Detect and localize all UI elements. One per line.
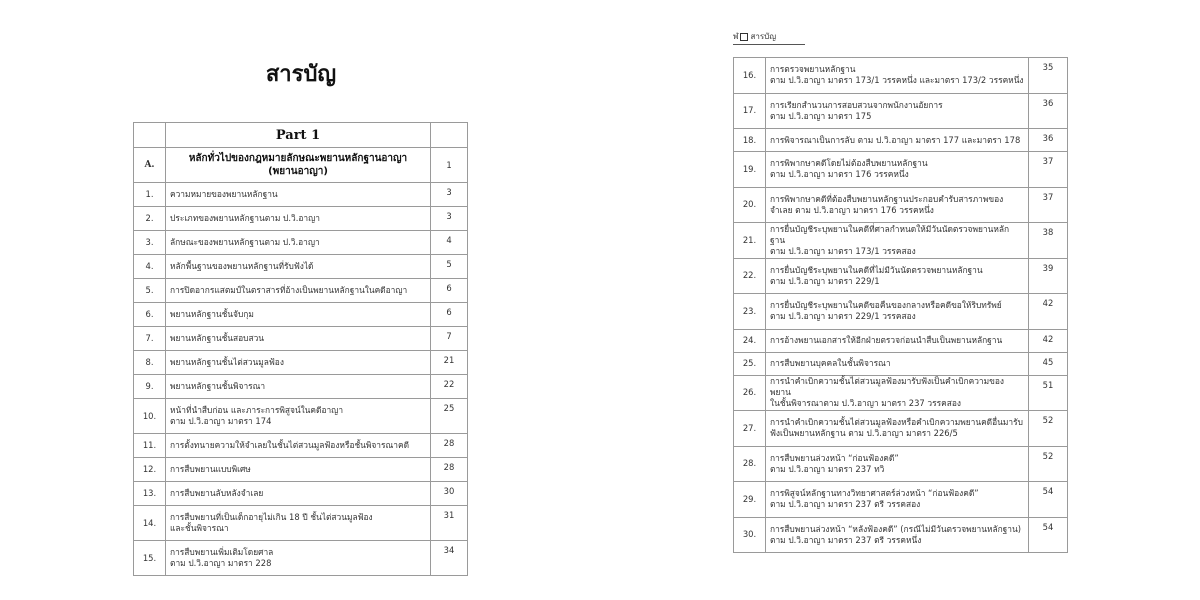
toc-row bbox=[134, 279, 468, 303]
toc-row-page: 36 bbox=[1029, 129, 1068, 152]
toc-row-title-main: การพิพากษาคดีที่ต้องสืบพยานหลักฐานประกอบคำรับสารภาพของ bbox=[770, 193, 1004, 204]
toc-row bbox=[734, 294, 1068, 330]
toc-row-number: 28. bbox=[734, 446, 766, 482]
toc-row-page: 21 bbox=[431, 351, 468, 375]
toc-row-title-main: การพิพากษาคดีโดยไม่ต้องสืบพยานหลักฐาน bbox=[770, 158, 928, 169]
toc-row-page: 51 bbox=[1029, 375, 1068, 411]
toc-row-title-main: การพิสูจน์หลักฐานทางวิทยาศาสตร์ล่วงหน้า “ก่อนฟ้องคดี” bbox=[770, 488, 979, 499]
toc-row-title bbox=[766, 58, 1029, 94]
toc-row bbox=[134, 231, 468, 255]
toc-row-page: 54 bbox=[1029, 517, 1068, 553]
toc-row-page: 31 bbox=[431, 506, 468, 541]
section-title bbox=[166, 148, 431, 183]
toc-row-title-main: การสืบพยานบุคคลในชั้นพิจารณา bbox=[770, 358, 891, 368]
toc-row-title-sub: ในชั้นพิจารณาตาม ป.วิ.อาญา มาตรา 237 วรรคสอง bbox=[770, 398, 961, 409]
toc-row-title-main: การนำคำเบิกความชั้นไต่สวนมูลฟ้องมารับฟังเป็นคำเบิกความของพยาน bbox=[770, 376, 1004, 398]
toc-row-page: 3 bbox=[431, 183, 468, 207]
toc-row-title bbox=[166, 231, 431, 255]
part-label: Part 1 bbox=[166, 123, 431, 148]
toc-row-number: 9. bbox=[134, 375, 166, 399]
toc-row bbox=[734, 375, 1068, 411]
toc-row-title-sub: ตาม ป.วิ.อาญา มาตรา 175 bbox=[770, 110, 872, 121]
toc-row-number: 20. bbox=[734, 187, 766, 223]
section-title-line2: (พยานอาญา) bbox=[268, 166, 328, 177]
toc-row-page: 34 bbox=[431, 541, 468, 576]
toc-row bbox=[734, 258, 1068, 294]
toc-row bbox=[734, 223, 1068, 259]
toc-row-number: 18. bbox=[734, 129, 766, 152]
toc-row-number: 22. bbox=[734, 258, 766, 294]
toc-row-page: 35 bbox=[1029, 58, 1068, 94]
toc-row-title-main: การสืบพยานที่เป็นเด็กอายุไม่เกิน 18 ปี ชั้นไต่สวนมูลฟ้อง bbox=[170, 512, 373, 522]
toc-row-page: 28 bbox=[431, 434, 468, 458]
toc-row-number: 3. bbox=[134, 231, 166, 255]
toc-row bbox=[734, 411, 1068, 447]
toc-row bbox=[734, 482, 1068, 518]
toc-row-page: 5 bbox=[431, 255, 468, 279]
toc-row-title bbox=[766, 446, 1029, 482]
toc-row bbox=[134, 434, 468, 458]
toc-row-page: 25 bbox=[431, 399, 468, 434]
toc-row-title-main: การสืบพยานเพิ่มเติมโดยศาล bbox=[170, 547, 274, 557]
toc-row-page: 45 bbox=[1029, 352, 1068, 375]
toc-row-number: 6. bbox=[134, 303, 166, 327]
toc-row-page: 42 bbox=[1029, 329, 1068, 352]
toc-row-title-sub: ตาม ป.วิ.อาญา มาตรา 176 วรรคหนึ่ง bbox=[770, 169, 909, 180]
toc-row-title bbox=[166, 434, 431, 458]
toc-row-title bbox=[166, 375, 431, 399]
toc-row-page: 4 bbox=[431, 231, 468, 255]
toc-row-title bbox=[766, 187, 1029, 223]
toc-row-title-sub: ตาม ป.วิ.อาญา มาตรา 229/1 bbox=[770, 275, 880, 286]
toc-row-number: 12. bbox=[134, 458, 166, 482]
toc-row-number: 23. bbox=[734, 294, 766, 330]
toc-row-title-main: พยานหลักฐานชั้นจับกุม bbox=[170, 309, 254, 319]
toc-row-title bbox=[766, 294, 1029, 330]
toc-row-number: 24. bbox=[734, 329, 766, 352]
toc-row-title bbox=[166, 458, 431, 482]
toc-row-title-main: พยานหลักฐานชั้นสอบสวน bbox=[170, 333, 265, 343]
toc-row bbox=[134, 303, 468, 327]
toc-row-title bbox=[166, 482, 431, 506]
toc-table-left bbox=[133, 122, 468, 576]
toc-row-title-sub: ตาม ป.วิ.อาญา มาตรา 229/1 วรรคสอง bbox=[770, 311, 916, 322]
toc-row-title bbox=[766, 152, 1029, 188]
toc-row-number: 15. bbox=[134, 541, 166, 576]
part-header-row bbox=[134, 123, 468, 148]
toc-row-page: 3 bbox=[431, 207, 468, 231]
toc-row-title-main: การยื่นบัญชีระบุพยานในคดีที่ศาลกำหนดให้มีวันนัดตรวจพยานหลักฐาน bbox=[770, 223, 1010, 245]
section-letter: A. bbox=[134, 148, 166, 183]
toc-row bbox=[734, 58, 1068, 94]
toc-row-title bbox=[166, 207, 431, 231]
toc-row-page: 37 bbox=[1029, 152, 1068, 188]
toc-row-number: 29. bbox=[734, 482, 766, 518]
toc-row-title-main: ลักษณะของพยานหลักฐานตาม ป.วิ.อาญา bbox=[170, 237, 320, 247]
section-row bbox=[134, 148, 468, 183]
toc-row-number: 30. bbox=[734, 517, 766, 553]
toc-row-number: 27. bbox=[734, 411, 766, 447]
toc-row-number: 7. bbox=[134, 327, 166, 351]
toc-row-title-sub: ตาม ป.วิ.อาญา มาตรา 174 bbox=[170, 416, 272, 426]
toc-row bbox=[734, 93, 1068, 129]
toc-row-page: 28 bbox=[431, 458, 468, 482]
toc-table-right bbox=[733, 57, 1068, 553]
toc-row-title-main: การอ้างพยานเอกสารให้อีกฝ่ายตรวจก่อนนำสืบเป็นพยานหลักฐาน bbox=[770, 335, 1003, 345]
toc-row-page: 22 bbox=[431, 375, 468, 399]
section-title-line1: หลักทั่วไปของกฎหมายลักษณะพยานหลักฐานอาญา bbox=[188, 153, 408, 164]
toc-row-title bbox=[166, 399, 431, 434]
toc-row bbox=[134, 375, 468, 399]
toc-row-page: 52 bbox=[1029, 411, 1068, 447]
toc-row bbox=[134, 506, 468, 541]
toc-row-title bbox=[766, 93, 1029, 129]
toc-row-page: 54 bbox=[1029, 482, 1068, 518]
toc-row-title bbox=[766, 375, 1029, 411]
toc-row-title-sub: ตาม ป.วิ.อาญา มาตรา 228 bbox=[170, 558, 272, 568]
toc-row-title bbox=[766, 411, 1029, 447]
toc-row-title-sub: ตาม ป.วิ.อาญา มาตรา 237 ทวิ bbox=[770, 463, 885, 474]
toc-row-number: 11. bbox=[134, 434, 166, 458]
section-page: 1 bbox=[431, 148, 468, 183]
toc-row-title-main: การปิดอากรแสตมป์ในตราสารที่อ้างเป็นพยานหลักฐานในคดีอาญา bbox=[170, 285, 408, 295]
running-header bbox=[733, 30, 805, 45]
toc-row-title bbox=[166, 183, 431, 207]
toc-row-number: 10. bbox=[134, 399, 166, 434]
toc-row-title bbox=[166, 327, 431, 351]
header-prefix: ฬ bbox=[733, 32, 739, 41]
toc-title: สารบัญ bbox=[265, 62, 337, 87]
toc-row-title-main: การสืบพยานแบบพิเศษ bbox=[170, 464, 251, 474]
toc-row-title-sub: ตาม ป.วิ.อาญา มาตรา 237 ตรี วรรคสอง bbox=[770, 499, 921, 510]
toc-row-title-main: พยานหลักฐานชั้นพิจารณา bbox=[170, 381, 266, 391]
toc-row-title-main: การยื่นบัญชีระบุพยานในคดีขอคืนของกลางหรือคดีขอให้ริบทรัพย์ bbox=[770, 300, 1002, 311]
toc-row bbox=[134, 351, 468, 375]
toc-row bbox=[134, 207, 468, 231]
toc-row-number: 25. bbox=[734, 352, 766, 375]
toc-row-page: 38 bbox=[1029, 223, 1068, 259]
toc-row-title bbox=[766, 258, 1029, 294]
toc-row-page: 52 bbox=[1029, 446, 1068, 482]
toc-row-page: 39 bbox=[1029, 258, 1068, 294]
toc-row-title bbox=[766, 482, 1029, 518]
toc-row-page: 6 bbox=[431, 303, 468, 327]
toc-row-title bbox=[166, 303, 431, 327]
toc-row bbox=[734, 152, 1068, 188]
toc-row-page: 30 bbox=[431, 482, 468, 506]
toc-row-number: 19. bbox=[734, 152, 766, 188]
toc-row-page: 6 bbox=[431, 279, 468, 303]
toc-row-page: 42 bbox=[1029, 294, 1068, 330]
toc-row-title bbox=[166, 351, 431, 375]
toc-row-title bbox=[766, 223, 1029, 259]
toc-row bbox=[734, 517, 1068, 553]
toc-row-page: 36 bbox=[1029, 93, 1068, 129]
toc-row-title bbox=[766, 517, 1029, 553]
toc-row-number: 13. bbox=[134, 482, 166, 506]
toc-row-title-sub: จำเลย ตาม ป.วิ.อาญา มาตรา 176 วรรคหนึ่ง bbox=[770, 204, 934, 215]
toc-row-number: 8. bbox=[134, 351, 166, 375]
toc-row-title-main: ความหมายของพยานหลักฐาน bbox=[170, 189, 278, 199]
toc-row-title bbox=[766, 329, 1029, 352]
square-bullet-icon bbox=[740, 33, 748, 41]
toc-row-title-sub: และชั้นพิจารณา bbox=[170, 523, 229, 533]
toc-row-number: 1. bbox=[134, 183, 166, 207]
toc-row-title-main: พยานหลักฐานชั้นไต่สวนมูลฟ้อง bbox=[170, 357, 284, 367]
toc-row-page: 37 bbox=[1029, 187, 1068, 223]
toc-row bbox=[734, 129, 1068, 152]
header-label: สารบัญ bbox=[750, 32, 777, 41]
toc-row bbox=[134, 482, 468, 506]
toc-row-page: 7 bbox=[431, 327, 468, 351]
toc-row-title bbox=[766, 129, 1029, 152]
toc-row-title-main: การตรวจพยานหลักฐาน bbox=[770, 64, 856, 75]
toc-row-number: 5. bbox=[134, 279, 166, 303]
toc-row bbox=[734, 352, 1068, 375]
toc-row-title-main: หน้าที่นำสืบก่อน และภาระการพิสูจน์ในคดีอาญา bbox=[170, 405, 344, 415]
toc-row-title-main: การสืบพยานล่วงหน้า “ก่อนฟ้องคดี” bbox=[770, 452, 899, 463]
toc-row-number: 4. bbox=[134, 255, 166, 279]
toc-row-title bbox=[166, 279, 431, 303]
toc-row-title-sub: ตาม ป.วิ.อาญา มาตรา 237 ตรี วรรคหนึ่ง bbox=[770, 534, 922, 545]
toc-row bbox=[134, 327, 468, 351]
toc-row bbox=[134, 183, 468, 207]
toc-row-title-main: การพิจารณาเป็นการลับ ตาม ป.วิ.อาญา มาตรา 177 และมาตรา 178 bbox=[770, 134, 1021, 145]
toc-row-title-main: การเรียกสำนวนการสอบสวนจากพนักงานอัยการ bbox=[770, 99, 943, 110]
toc-row-number: 16. bbox=[734, 58, 766, 94]
toc-row-title-main: ประเภทของพยานหลักฐานตาม ป.วิ.อาญา bbox=[170, 213, 320, 223]
toc-row-number: 26. bbox=[734, 375, 766, 411]
toc-row-number: 17. bbox=[734, 93, 766, 129]
toc-row bbox=[134, 541, 468, 576]
toc-row bbox=[134, 399, 468, 434]
toc-row-title-main: การยื่นบัญชีระบุพยานในคดีที่ไม่มีวันนัดตรวจพยานหลักฐาน bbox=[770, 264, 983, 275]
toc-row-title-sub: ตาม ป.วิ.อาญา มาตรา 173/1 วรรคหนึ่ง และมาตรา 173/2 วรรคหนึ่ง bbox=[770, 75, 1024, 86]
toc-row-title-main: การนำคำเบิกความชั้นไต่สวนมูลฟ้องหรือคำเบิกความพยานคดีอื่นมารับ bbox=[770, 417, 1023, 428]
toc-row-title bbox=[166, 541, 431, 576]
toc-row bbox=[134, 255, 468, 279]
toc-row-title-main: หลักพื้นฐานของพยานหลักฐานที่รับฟังได้ bbox=[170, 261, 314, 271]
toc-row-title-main: การสืบพยานล่วงหน้า “หลังฟ้องคดี” (กรณีไม่มีวันตรวจพยานหลักฐาน) bbox=[770, 523, 1021, 534]
toc-row-number: 14. bbox=[134, 506, 166, 541]
right-page bbox=[600, 0, 1200, 600]
toc-row-title bbox=[166, 506, 431, 541]
toc-row-title-main: การสืบพยานลับหลังจำเลย bbox=[170, 488, 264, 498]
toc-row-title bbox=[166, 255, 431, 279]
toc-row bbox=[734, 329, 1068, 352]
toc-row-title-main: การตั้งทนายความให้จำเลยในชั้นไต่สวนมูลฟ้องหรือชั้นพิจารณาคดี bbox=[170, 440, 410, 450]
toc-row-number: 2. bbox=[134, 207, 166, 231]
toc-row-title-sub: ฟังเป็นพยานหลักฐาน ตาม ป.วิ.อาญา มาตรา 226/5 bbox=[770, 428, 958, 439]
toc-row-title-sub: ตาม ป.วิ.อาญา มาตรา 173/1 วรรคสอง bbox=[770, 245, 916, 256]
toc-row bbox=[134, 458, 468, 482]
toc-row-title bbox=[766, 352, 1029, 375]
toc-row bbox=[734, 187, 1068, 223]
toc-row-number: 21. bbox=[734, 223, 766, 259]
toc-row bbox=[734, 446, 1068, 482]
